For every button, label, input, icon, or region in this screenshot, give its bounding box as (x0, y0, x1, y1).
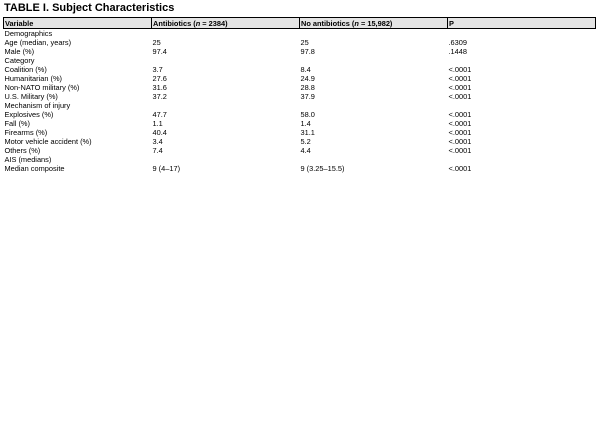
antibiotics-cell (152, 155, 300, 164)
header-p: P (448, 18, 596, 29)
no-antibiotics-cell: 1.4 (300, 119, 311, 128)
table-row (4, 110, 596, 119)
p-value-cell: <.0001 (448, 74, 472, 83)
antibiotics-cell: 47.7 (152, 110, 167, 119)
p-value-cell: <.0001 (448, 164, 472, 173)
table-body (4, 29, 596, 174)
no-antibiotics-cell (300, 155, 448, 164)
table-row (4, 119, 596, 128)
variable-cell: Demographics (4, 29, 53, 38)
header-no-antibiotics-n: n (354, 18, 359, 28)
header-variable: Variable (4, 18, 152, 29)
variable-cell: Category (4, 56, 35, 65)
table-row (4, 29, 596, 39)
no-antibiotics-cell (300, 101, 448, 110)
variable-cell: Humanitarian (%) (4, 74, 63, 83)
table-row (4, 74, 596, 83)
table-row (4, 101, 596, 110)
variable-cell: Age (median, years) (4, 38, 72, 47)
antibiotics-cell: 3.4 (152, 137, 163, 146)
antibiotics-cell: 27.6 (152, 74, 167, 83)
variable-cell: Non-NATO military (%) (4, 83, 80, 92)
table-row (4, 155, 596, 164)
variable-cell: Male (%) (4, 47, 35, 56)
p-value-cell: <.0001 (448, 146, 472, 155)
no-antibiotics-cell: 28.8 (300, 83, 315, 92)
antibiotics-cell: 31.6 (152, 83, 167, 92)
p-value-cell: <.0001 (448, 128, 472, 137)
no-antibiotics-cell: 31.1 (300, 128, 315, 137)
table-row (4, 164, 596, 173)
no-antibiotics-cell (300, 29, 448, 39)
header-no-antibiotics (300, 18, 448, 29)
antibiotics-cell (152, 29, 300, 39)
p-value-cell: <.0001 (448, 83, 472, 92)
p-value-cell: <.0001 (448, 119, 472, 128)
p-value-cell: <.0001 (448, 137, 472, 146)
table-row (4, 47, 596, 56)
no-antibiotics-cell: 97.8 (300, 47, 315, 56)
no-antibiotics-cell: 25 (300, 38, 309, 47)
variable-cell: Others (%) (4, 146, 41, 155)
table-row (4, 83, 596, 92)
table-row (4, 56, 596, 65)
header-antibiotics-n: n (195, 18, 201, 28)
variable-cell: Fall (%) (4, 119, 30, 128)
variable-cell: Mechanism of injury (4, 101, 71, 110)
no-antibiotics-cell: 4.4 (300, 146, 311, 155)
table-row (4, 137, 596, 146)
table-row (4, 146, 596, 155)
header-no-antibiotics-suffix: = 15,982) (358, 18, 393, 28)
header-antibiotics-prefix: Antibiotics ( (153, 18, 196, 28)
table-row (4, 38, 596, 47)
variable-cell: U.S. Military (%) (4, 92, 58, 101)
antibiotics-cell: 3.7 (152, 65, 163, 74)
p-value-cell: .6309 (448, 38, 467, 47)
antibiotics-cell: 37.2 (152, 92, 167, 101)
p-value-cell: <.0001 (448, 92, 472, 101)
p-value-cell: .1448 (448, 47, 467, 56)
antibiotics-cell: 9 (4–17) (152, 164, 181, 173)
antibiotics-cell: 7.4 (152, 146, 163, 155)
antibiotics-cell (152, 101, 300, 110)
table-header-row (4, 18, 596, 29)
variable-cell: Explosives (%) (4, 110, 54, 119)
no-antibiotics-cell: 58.0 (300, 110, 315, 119)
no-antibiotics-cell: 5.2 (300, 137, 311, 146)
header-antibiotics-suffix: = 2384) (200, 18, 228, 28)
p-value-cell (448, 101, 596, 110)
antibiotics-cell: 25 (152, 38, 161, 47)
variable-cell: Median composite (4, 164, 65, 173)
p-value-cell (448, 29, 596, 39)
no-antibiotics-cell: 24.9 (300, 74, 315, 83)
variable-cell: AIS (medians) (4, 155, 52, 164)
header-no-antibiotics-prefix: No antibiotics ( (301, 18, 355, 28)
table-row (4, 128, 596, 137)
antibiotics-cell: 97.4 (152, 47, 167, 56)
table-title: TABLE I. Subject Characteristics (4, 2, 175, 14)
variable-cell: Firearms (%) (4, 128, 48, 137)
p-value-cell (448, 56, 596, 65)
header-antibiotics (152, 18, 300, 29)
table-row (4, 65, 596, 74)
p-value-cell: <.0001 (448, 65, 472, 74)
antibiotics-cell: 1.1 (152, 119, 163, 128)
variable-cell: Motor vehicle accident (%) (4, 137, 92, 146)
p-value-cell (448, 155, 596, 164)
no-antibiotics-cell: 9 (3.25–15.5) (300, 164, 345, 173)
table-row (4, 92, 596, 101)
p-value-cell: <.0001 (448, 110, 472, 119)
antibiotics-cell: 40.4 (152, 128, 167, 137)
no-antibiotics-cell (300, 56, 448, 65)
subject-characteristics-table (3, 17, 596, 173)
no-antibiotics-cell: 37.9 (300, 92, 315, 101)
no-antibiotics-cell: 8.4 (300, 65, 311, 74)
antibiotics-cell (152, 56, 300, 65)
variable-cell: Coalition (%) (4, 65, 47, 74)
